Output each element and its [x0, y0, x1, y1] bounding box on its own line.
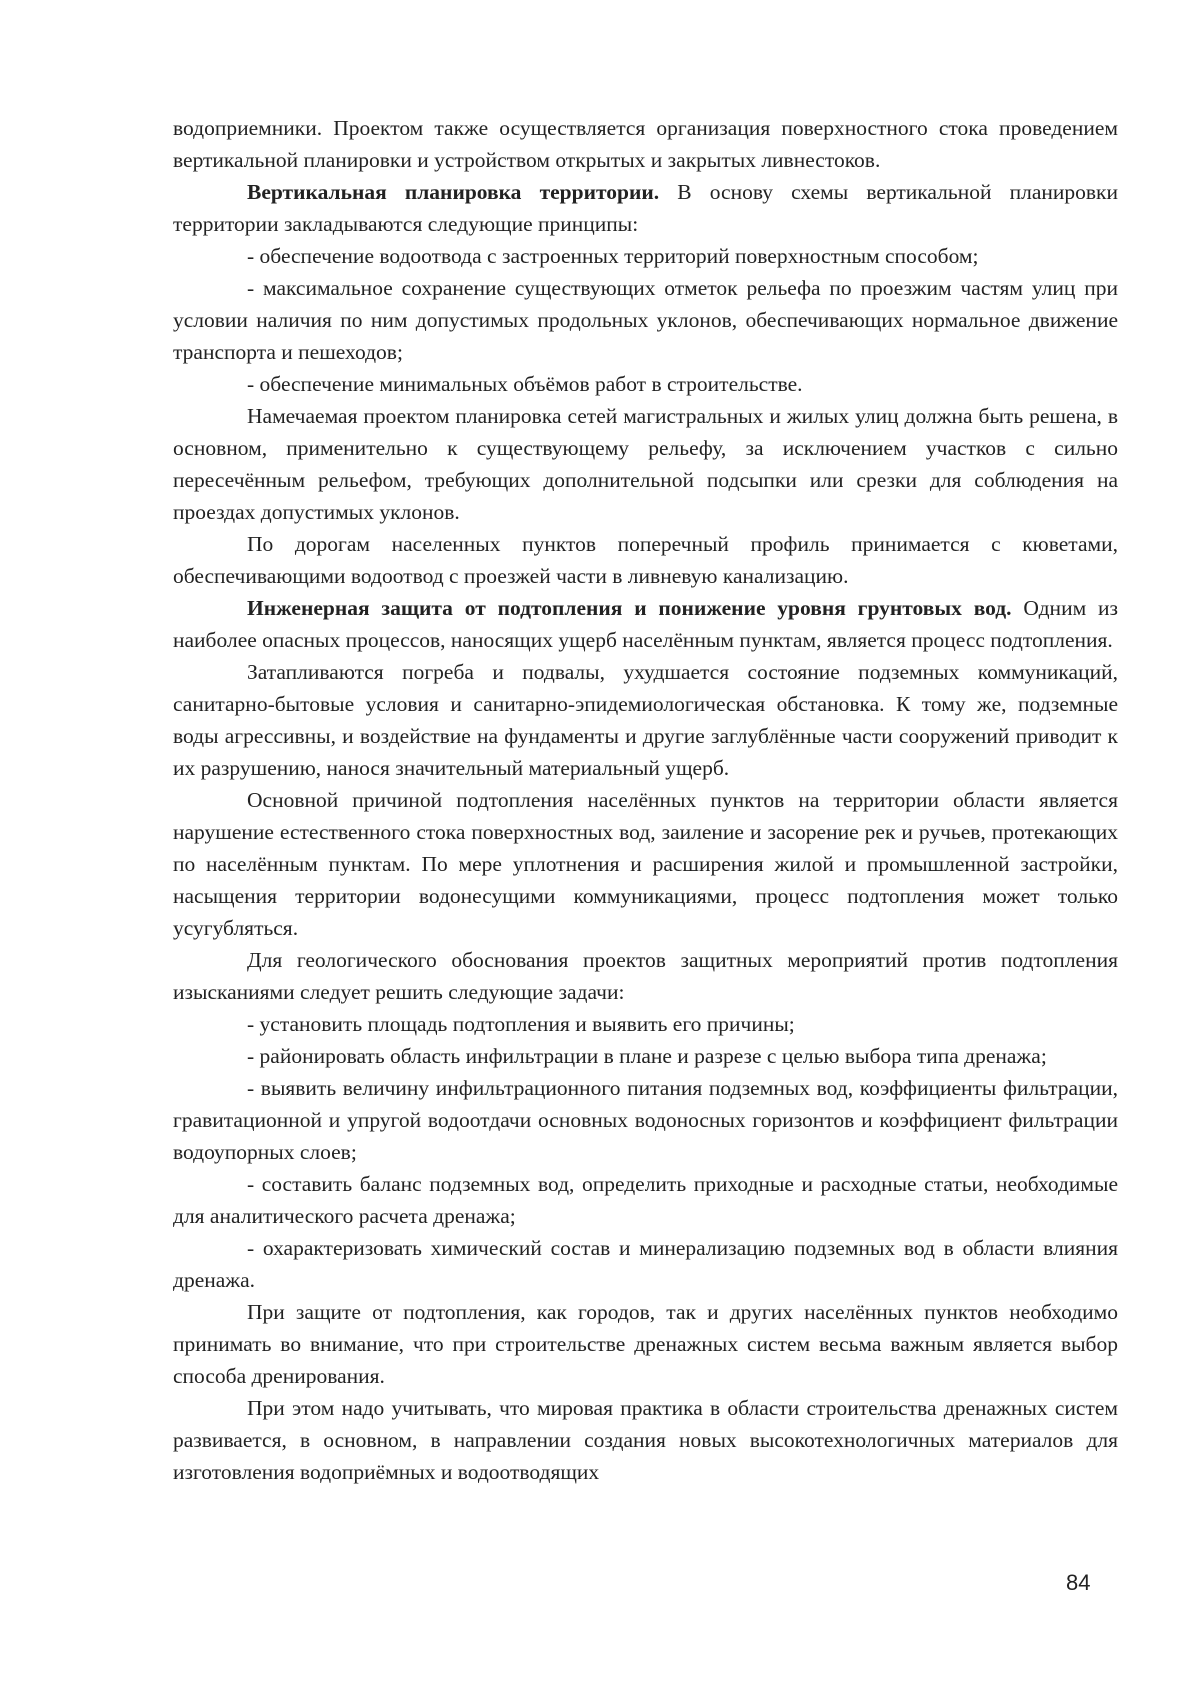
page-number: 84 — [1066, 1570, 1091, 1595]
paragraph-1-text: водоприемники. Проектом также осуществляется организация поверхностного стока проведением вертикальной планировки и устройством открытых и закрытых ливнестоков. — [173, 116, 1118, 172]
paragraph-18-text: При этом надо учитывать, что мировая практика в области строительства дренажных систем развивается, в основном, в направлении создания новых высокотехнологичных материалов для изготовления водоприёмных и водоотводящих — [173, 1396, 1118, 1484]
task-item-3 — [173, 1072, 1118, 1168]
task-item-5-text: - охарактеризовать химический состав и минерализацию подземных вод в области влияния дренажа. — [173, 1236, 1118, 1292]
list-item-2-text: - максимальное сохранение существующих отметок рельефа по проезжим частям улиц при условии наличия по ним допустимых продольных уклонов, обеспечивающих нормальное движение транспорта и пешеходов; — [173, 276, 1118, 364]
paragraph-17-text: При защите от подтопления, как городов, так и других населённых пунктов необходимо принимать во внимание, что при строительстве дренажных систем весьма важным является выбор способа дренирования. — [173, 1300, 1118, 1388]
paragraph-2-text: В основу схемы вертикальной планировки территории закладываются следующие принципы: — [173, 180, 1118, 236]
task-item-4-text: - составить баланс подземных вод, определить приходные и расходные статьи, необходимые для аналитического расчета дренажа; — [173, 1172, 1118, 1228]
task-item-2-text: - районировать область инфильтрации в плане и разрезе с целью выбора типа дренажа; — [247, 1044, 1047, 1068]
list-item-1 — [173, 240, 1118, 272]
document-page — [173, 112, 1118, 1488]
paragraph-6 — [173, 400, 1118, 528]
task-item-3-text: - выявить величину инфильтрационного питания подземных вод, коэффициенты фильтрации, гравитационной и упругой водоотдачи основных водоносных горизонтов и коэффициент фильтрации водоупорных слоев; — [173, 1076, 1118, 1164]
section-heading-vertical-planning: Вертикальная планировка территории. — [247, 180, 660, 204]
paragraph-9 — [173, 656, 1118, 784]
task-item-4 — [173, 1168, 1118, 1232]
paragraph-1 — [173, 112, 1118, 176]
paragraph-11-text: Для геологического обоснования проектов защитных мероприятий против подтопления изысканиями следует решить следующие задачи: — [173, 948, 1118, 1004]
section-heading-flood-protection: Инженерная защита от подтопления и понижение уровня грунтовых вод. — [247, 596, 1012, 620]
paragraph-11 — [173, 944, 1118, 1008]
paragraph-8 — [173, 592, 1118, 656]
paragraph-17 — [173, 1296, 1118, 1392]
list-item-1-text: - обеспечение водоотвода с застроенных территорий поверхностным способом; — [247, 244, 979, 268]
paragraph-10 — [173, 784, 1118, 944]
list-item-3 — [173, 368, 1118, 400]
list-item-3-text: - обеспечение минимальных объёмов работ в строительстве. — [247, 372, 803, 396]
paragraph-2 — [173, 176, 1118, 240]
list-item-2 — [173, 272, 1118, 368]
task-item-5 — [173, 1232, 1118, 1296]
task-item-1 — [173, 1008, 1118, 1040]
task-item-1-text: - установить площадь подтопления и выявить его причины; — [247, 1012, 795, 1036]
paragraph-7 — [173, 528, 1118, 592]
paragraph-8-text: Одним из наиболее опасных процессов, наносящих ущерб населённым пунктам, является процесс подтопления. — [173, 596, 1118, 652]
paragraph-7-text: По дорогам населенных пунктов поперечный профиль принимается с кюветами, обеспечивающими водоотвод с проезжей части в ливневую канализацию. — [173, 532, 1118, 588]
paragraph-9-text: Затапливаются погреба и подвалы, ухудшается состояние подземных коммуникаций, санитарно-бытовые условия и санитарно-эпидемиологическая обстановка. К тому же, подземные воды агрессивны, и воздействие на фундаменты и другие заглублённые части сооружений приводит к их разрушению, нанося значительный материальный ущерб. — [173, 660, 1118, 780]
task-item-2 — [173, 1040, 1118, 1072]
paragraph-6-text: Намечаемая проектом планировка сетей магистральных и жилых улиц должна быть решена, в основном, применительно к существующему рельефу, за исключением участков с сильно пересечённым рельефом, требующих дополнительной подсыпки или срезки для соблюдения на проездах допустимых уклонов. — [173, 404, 1118, 524]
paragraph-18 — [173, 1392, 1118, 1488]
paragraph-10-text: Основной причиной подтопления населённых пунктов на территории области является нарушение естественного стока поверхностных вод, заиление и засорение рек и ручьев, протекающих по населённым пунктам. По мере уплотнения и расширения жилой и промышленной застройки, насыщения территории водонесущими коммуникациями, процесс подтопления может только усугубляться. — [173, 788, 1118, 940]
